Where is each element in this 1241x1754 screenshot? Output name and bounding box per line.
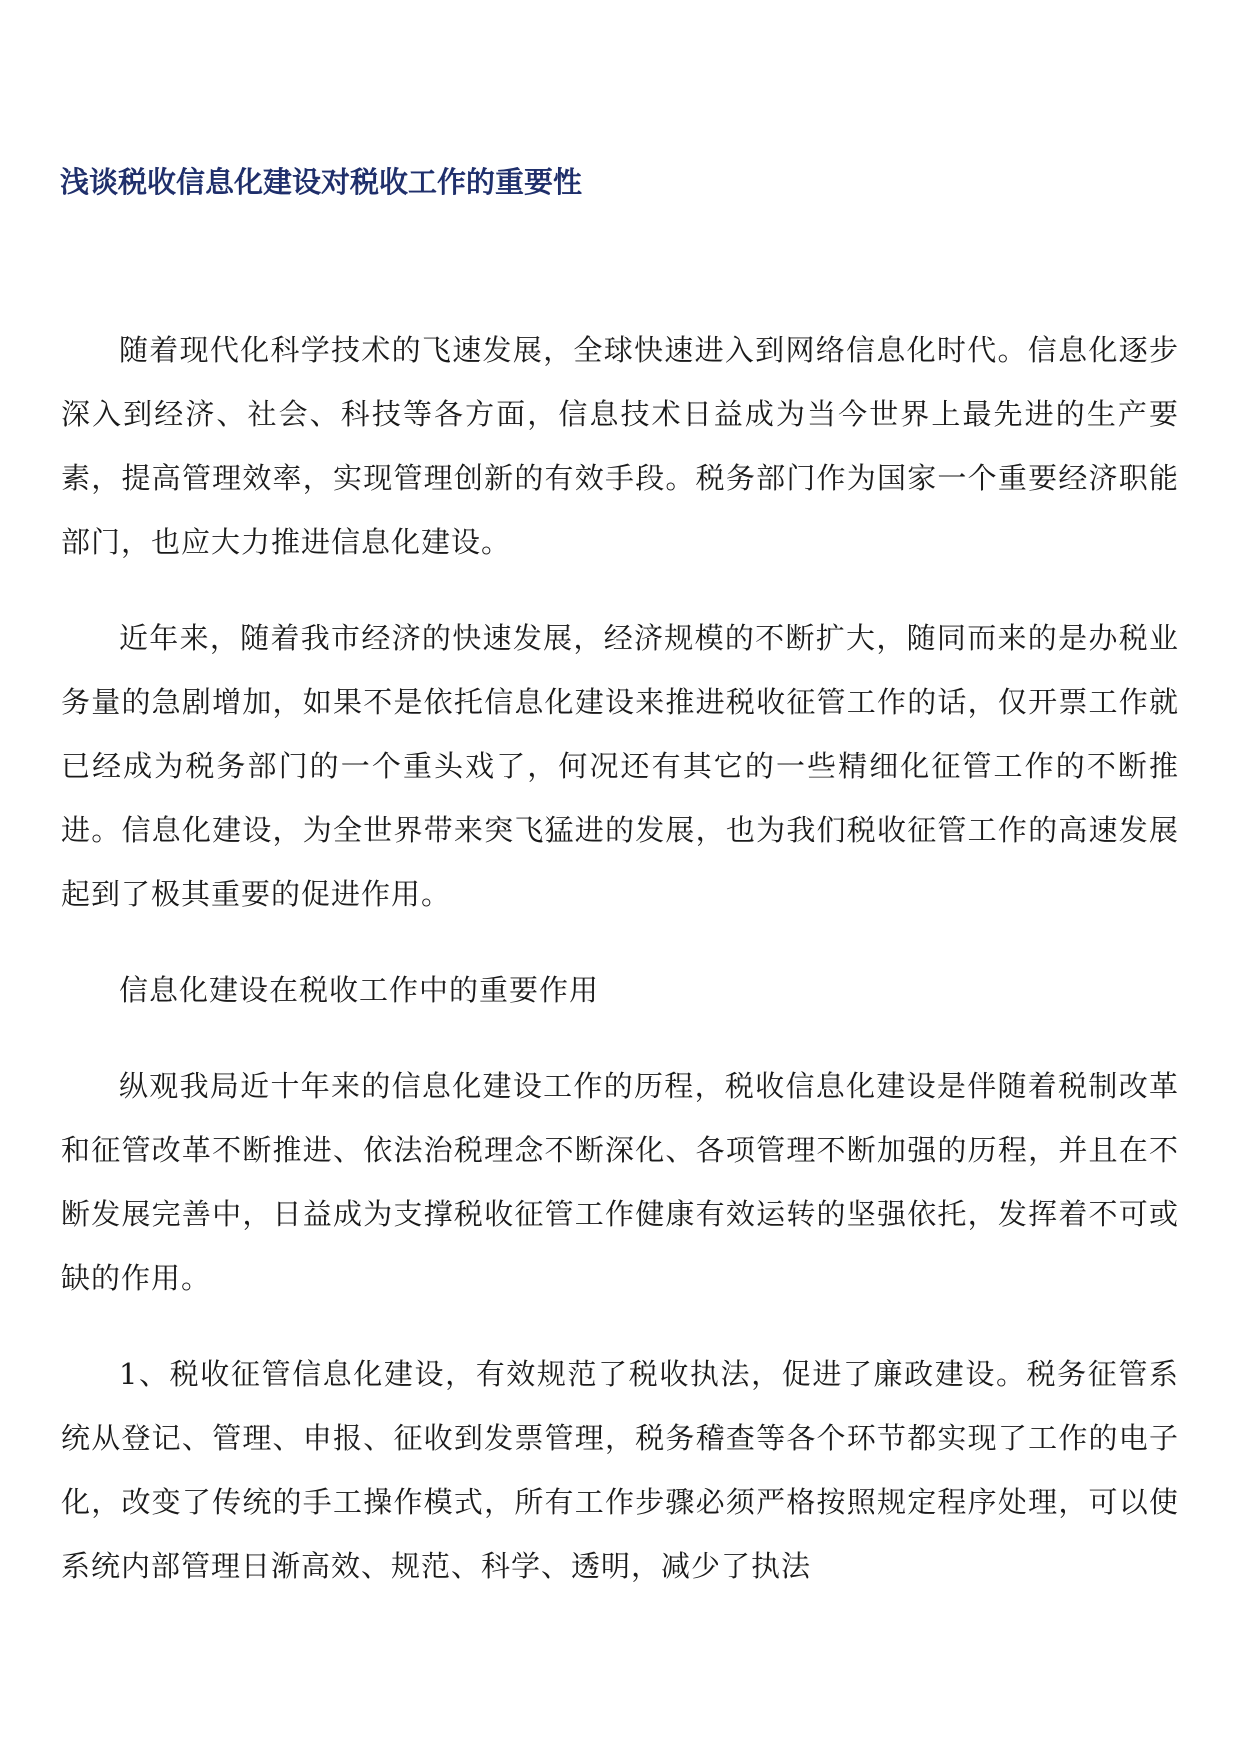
document-title: 浅谈税收信息化建设对税收工作的重要性: [60, 165, 583, 199]
paragraph-history: 纵观我局近十年来的信息化建设工作的历程，税收信息化建设是伴随着税制改革和征管改革不断推进、依法治税理念不断深化、各项管理不断加强的历程，并且在不断发展完善中，日益成为支撑税收征管工作健康有效运转的坚强依托，发挥着不可或缺的作用。: [61, 1069, 1179, 1295]
paragraph-intro: 随着现代化科学技术的飞速发展，全球快速进入到网络信息化时代。信息化逐步深入到经济、社会、科技等各方面，信息技术日益成为当今世界上最先进的生产要素，提高管理效率，实现管理创新的有效手段。税务部门作为国家一个重要经济职能部门，也应大力推进信息化建设。: [61, 333, 1179, 559]
section-heading: 信息化建设在税收工作中的重要作用: [119, 973, 600, 1007]
paragraph-background: 近年来，随着我市经济的快速发展，经济规模的不断扩大，随同而来的是办税业务量的急剧增加，如果不是依托信息化建设来推进税收征管工作的话，仅开票工作就已经成为税务部门的一个重头戏了，何况还有其它的一些精细化征管工作的不断推进。信息化建设，为全世界带来突飞猛进的发展，也为我们税收征管工作的高速发展起到了极其重要的促进作用。: [61, 621, 1179, 911]
paragraph-point-1: 1、税收征管信息化建设，有效规范了税收执法，促进了廉政建设。税务征管系统从登记、管理、申报、征收到发票管理，税务稽查等各个环节都实现了工作的电子化，改变了传统的手工操作模式，所有工作步骤必须严格按照规定程序处理，可以使系统内部管理日渐高效、规范、科学、透明，减少了执法: [61, 1357, 1179, 1583]
document-body: [61, 318, 1179, 1630]
